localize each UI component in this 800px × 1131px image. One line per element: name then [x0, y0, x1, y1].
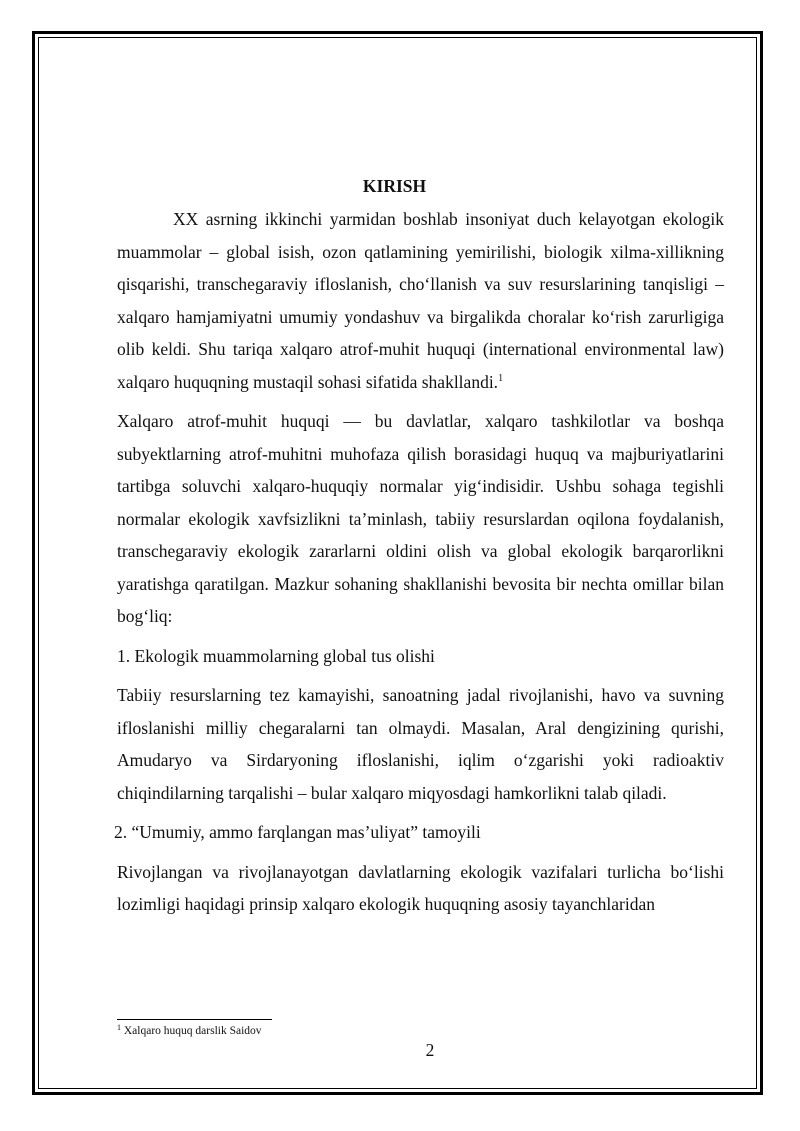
- footnote-reference[interactable]: 1: [498, 372, 504, 384]
- paragraph-intro-text: XX asrning ikkinchi yarmidan boshlab insoniyat duch kelayotgan ekologik muammolar – global isish, ozon qatlamining yemirilishi, biologik xilma-xillikning qisqarishi, transchegaraviy ifloslanish, cho‘llanish va suv resurslarining tanqisligi – xalqaro hamjamiyatni umumiy yondashuv va birgalikda choralar ko‘rish zarurligiga olib keldi. Shu tariqa xalqaro atrof-muhit huquqi (international environmental law) xalqaro huquqning mustaqil sohasi sifatida shakllandi.: [117, 209, 724, 392]
- footnote-mark: 1: [117, 1023, 121, 1032]
- paragraph-definition: Xalqaro atrof-muhit huquqi — bu davlatlar, xalqaro tashkilotlar va boshqa subyektlarning atrof-muhitni muhofaza qilish borasidagi huquq va majburiyatlarini tartibga soluvchi xalqaro-huquqiy normalar yig‘indisidir. Ushbu sohaga tegishli normalar ekologik xavfsizlikni ta’minlash, tabiiy resurslardan oqilona foydalanish, transchegaraviy ekologik zararlarni oldini olish va global ekologik barqarorlikni yaratishga qaratilgan. Mazkur sohaning shakllanishi bevosita bir nechta omillar bilan bog‘liq:: [117, 411, 724, 626]
- page-number: 2: [425, 1040, 435, 1060]
- page-title: KIRISH: [362, 176, 427, 196]
- footnote: [117, 1025, 262, 1037]
- paragraph-intro: [117, 203, 724, 398]
- list-item-2: 2. “Umumiy, ammo farqlangan mas’uliyat” tamoyili: [114, 822, 481, 842]
- footnote-separator: [117, 1019, 272, 1020]
- paragraph-global-issues: Tabiiy resurslarning tez kamayishi, sanoatning jadal rivojlanishi, havo va suvning ifloslanishi milliy chegaralarni tan olmaydi. Masalan, Aral dengizining qurishi, Amudaryo va Sirdaryoning ifloslanishi, iqlim o‘zgarishi yoki radioaktiv chiqindilarning tarqalishi – bular xalqaro miqyosdagi hamkorlikni talab qiladi.: [117, 685, 724, 803]
- footnote-text: Xalqaro huquq darslik Saidov: [123, 1025, 262, 1037]
- list-item-1: 1. Ekologik muammolarning global tus olishi: [117, 645, 435, 666]
- paragraph-principle: Rivojlangan va rivojlanayotgan davlatlarning ekologik vazifalari turlicha bo‘lishi lozimligi haqidagi prinsip xalqaro ekologik huquqning asosiy tayanchlaridan: [117, 861, 724, 914]
- document-body: [114, 171, 724, 921]
